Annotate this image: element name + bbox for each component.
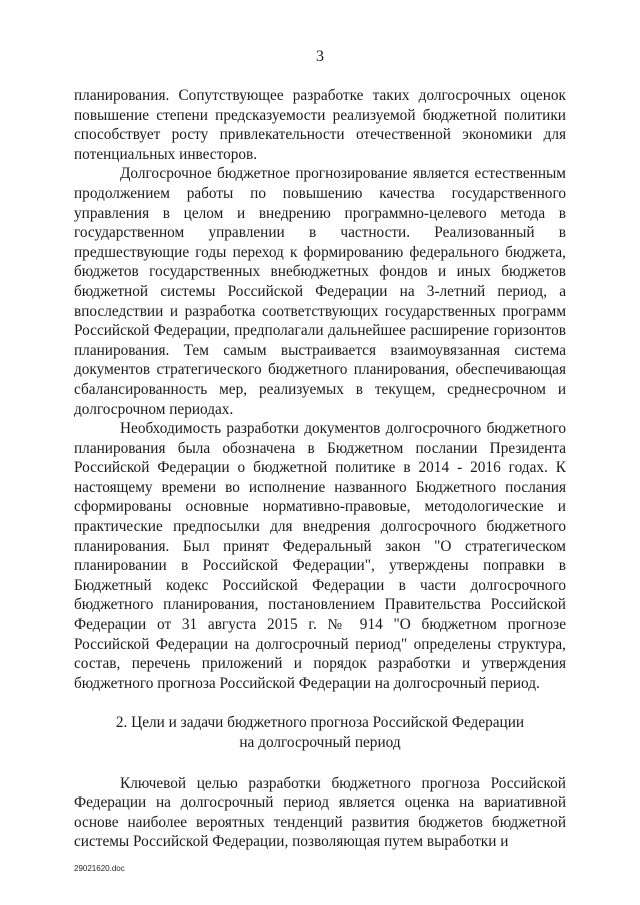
section-heading-line-1: 2. Цели и задачи бюджетного прогноза Российской Федерации [115, 714, 525, 732]
page-number: 3 [316, 48, 324, 65]
section-heading-line-2: на долгосрочный период [239, 734, 401, 751]
section-heading [74, 713, 566, 752]
paragraph-continuation: планирования. Сопутствующее разработке таких долгосрочных оценок повышение степени предсказуемости реализуемой бюджетной политики способствует росту привлекательности отечественной экономики для потенциальных инвесторов. [74, 87, 566, 163]
paragraph-key-goal: Ключевой целью разработки бюджетного прогноза Российской Федерации на долгосрочный период является оценка на вариативной основе наиболее вероятных тенденций развития бюджетов бюджетной системы Российской Федерации, позволяющая путем выработки и [74, 774, 566, 851]
file-reference: 29021620.doc [74, 864, 125, 873]
document-body [74, 86, 566, 852]
paragraph-necessity: Необходимость разработки документов долгосрочного бюджетного планирования была обозначена в Бюджетном послании Президента Российской Федерации о бюджетной политике в 2014 - 2016 годах. К настоящему времени во исполнение названного Бюджетного послания сформированы основные нормативно-правовые, методологические и практические предпосылки для внедрения долгосрочного бюджетного планирования. Был принят Федеральный закон "О стратегическом планировании в Российской Федерации", утверждены поправки в Бюджетный кодекс Российской Федерации в части долгосрочного бюджетного планирования, постановлением Правительства Российской Федерации от 31 августа 2015 г. № 914 "О бюджетном прогнозе Российской Федерации на долгосрочный период" определены структура, состав, перечень приложений и порядок разработки и утверждения бюджетного прогноза Российской Федерации на долгосрочный период. [74, 420, 566, 692]
paragraph-forecasting: Долгосрочное бюджетное прогнозирование является естественным продолжением работы по повышению качества государственного управления в целом и внедрению программно-целевого метода в государственном управлении в частности. Реализованный в предшествующие годы переход к формированию федерального бюджета, бюджетов государственных внебюджетных фондов и иных бюджетов бюджетной системы Российской Федерации на 3-летний период, а впоследствии и разработка соответствующих государственных программ Российской Федерации, предполагали дальнейшее расширение горизонтов планирования. Тем самым выстраивается взаимоувязанная система документов стратегического бюджетного планирования, обеспечивающая сбалансированность мер, реализуемых в текущем, среднесрочном и долгосрочном периодах. [74, 165, 566, 418]
